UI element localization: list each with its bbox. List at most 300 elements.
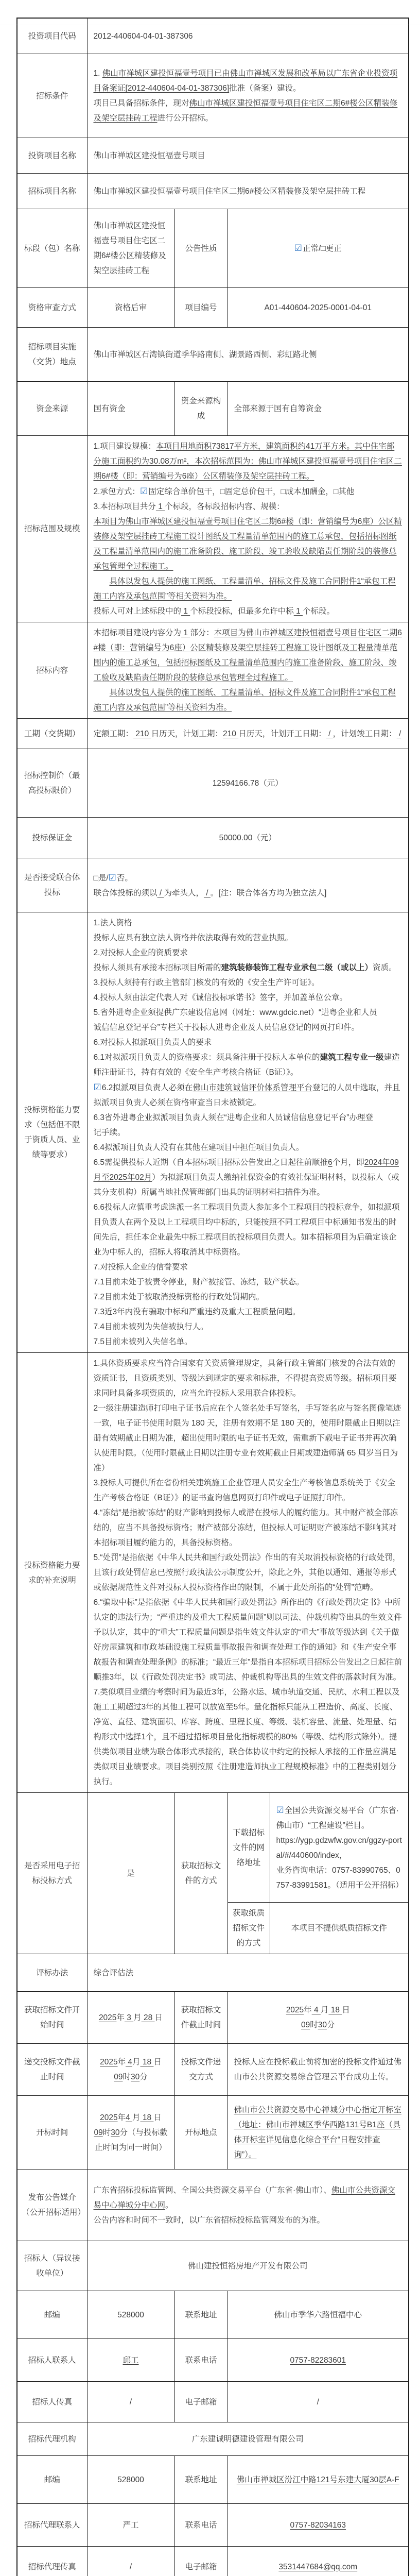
table-row [17,749,409,818]
text-segment: A01-440604-2025-0001-04-01 [264,303,372,312]
paragraph [94,2055,168,2070]
text-segment: 建造师注册证书，持有有效的《安全生产考核合格证（B证）》。 [94,1053,400,1077]
paragraph [94,2395,168,2410]
paragraph [94,1550,402,1595]
field-value-cell [227,2096,409,2170]
text-segment: 项目已具备招标条件，现对 [94,99,189,108]
text-segment: 佛山建投恒裕房地产开发有限公司 [188,2262,308,2270]
paragraph [94,2518,168,2533]
text-segment: https://ygp.gdzwfw.gov.cn/ggzy-portal/#/440600/index， [276,1836,402,1860]
paragraph [94,514,402,574]
text-segment: 诚信信息登记平台”专栏关于投标人进粤企业及人员信息登记的网页打印件。 [94,1023,360,1032]
text-segment: 年 [118,2058,126,2066]
paragraph [94,484,402,499]
field-value-cell [87,2170,409,2241]
field-label-cell: 获取招标文件开始时间 [17,1992,87,2044]
field-sublabel-cell: 公告性质 [174,209,227,288]
field-sublabel-cell: 电子邮箱 [174,2382,227,2422]
text-segment: 09 [301,2021,310,2029]
field-label-cell: 投资项目名称 [17,138,87,174]
table-row [17,818,409,858]
paragraph [94,1155,402,1200]
text-segment: 2.承包方式： [94,487,140,496]
field-sublabel-cell: 获取招标文件的方式 [174,1793,227,1954]
field-sublabel-cell: 联系地址 [174,2456,227,2504]
paragraph [94,1050,402,1080]
paragraph [94,2213,402,2228]
paragraph [94,1290,402,1304]
paragraph [94,1005,402,1020]
field-value-cell [87,328,409,382]
field-label-cell: 招标代理机构 [17,2422,87,2456]
field-label-cell: 投标资格能力要求的补充说明 [17,1353,87,1793]
field-label-cell: 发布公告媒介（公开招标适用） [17,2170,87,2241]
text-segment: 时 [310,2021,318,2029]
table-row [17,2547,409,2576]
checkbox-checked-icon: ☑ [140,486,148,496]
text-segment: 6.4拟派项目负责人没有在其他在建项目中担任项目负责人。 [94,1143,304,1152]
text-segment: 佛山市禅城区建投恒福壹号项目住宅区二期6#楼公区精装修及架空层挂砖工程 [94,222,166,275]
table-row [17,1954,409,1992]
field-label-cell: 招标内容 [17,622,87,719]
paragraph [94,930,402,945]
field-value-cell [87,2339,174,2382]
text-segment: 本项目为佛山市禅城区建投恒福壹号项目住宅区二期6#楼（即：营销编号为6座）公区精装修及架空层挂砖工程施工设计图纸及工程量清单范围内的施工总承包，包括招标图纸及工程量清单范围内的施工准备阶段、施工阶段、竣工验收及缺陷责任期阶段的装修总承包管理全过程施工。 [94,517,402,571]
text-segment: 佛山市禅城区汾江中路121号东建大厦30层A-F [237,2476,399,2484]
paragraph [94,2125,168,2155]
paragraph [94,2010,168,2025]
text-segment: / [397,730,401,738]
paragraph [94,148,402,163]
paragraph [94,685,402,715]
paragraph [94,184,402,199]
paragraph [94,2110,168,2125]
field-value-cell [87,912,409,1353]
text-segment: / [130,2563,132,2571]
field-value-cell [87,2382,174,2422]
field-value-cell [87,18,409,54]
text-segment: 本项目不提供纸质招标文件 [291,1924,387,1933]
paragraph [94,2070,168,2084]
text-segment: 4 [312,2006,321,2014]
field-label-cell: 招标人传真 [17,2382,87,2422]
field-value-cell [87,1954,409,1992]
field-sublabel-cell: 项目编号 [174,288,227,328]
table-row [17,209,409,288]
table-row [17,2382,409,2422]
text-segment: 2025 [286,2006,304,2014]
paragraph [234,2103,402,2162]
field-label-cell: 递交投标文件截止时间 [17,2044,87,2096]
field-sublabel-cell: 开标地点 [174,2096,227,2170]
text-segment: 28 [142,2013,155,2022]
paragraph [94,1140,402,1155]
paragraph [94,29,402,44]
text-segment: 日历天，计划工期： [151,730,223,738]
field-value-cell [87,2422,409,2456]
text-segment: 1 [156,502,165,511]
text-segment: 09 [94,2128,102,2137]
paragraph [94,1110,402,1125]
paragraph [94,1476,402,1505]
table-row [17,1353,409,1793]
field-sublabel-cell: 联系电话 [174,2339,227,2382]
paragraph [276,1863,402,1893]
text-segment: 严工 [122,2521,138,2530]
field-value-cell [87,1793,174,1954]
table-row [17,912,409,1353]
text-segment: 个标段，各标段招标内容、规模： [165,502,285,511]
field-value-cell [87,2096,174,2170]
text-segment: / [130,2398,132,2406]
text-segment: 210 [223,730,238,738]
field-sublabel-cell: 获取纸质招标文件的方式 [227,1903,270,1954]
text-segment: ）为拟派项目负责人缴纳社保资金的有效社保证明材料，以投标人（或其分支机构）所属当地社保管理部门出具的证明材料扫描件为准。 [94,1173,399,1197]
text-segment: 6.对投标人拟派项目负责人的要求 [94,1038,212,1047]
table-row [17,2170,409,2241]
paragraph [94,2560,168,2574]
text-segment: 为牵头人， [164,889,204,897]
text-segment: 综合评估法 [94,1969,134,1977]
text-segment: 50000.00（元） [219,834,276,842]
text-segment: 日 [153,2113,162,2122]
text-segment: 登记的人员中选取，并且拟派项目负责人必须在资格审查当日未被锁定。 [94,1083,400,1107]
paragraph [94,990,402,1005]
paragraph [94,1866,168,1881]
field-value-cell [227,2504,409,2547]
text-segment: 7.类似项目业绩的考察时间为最近3年，公路水运、城市轨道交通、民航、水利工程以及施工工期超过3年的其他工程可以放宽至5年。量化指标只能从工程造价、高度、长度、净宽、直径、建筑面积、库容、跨度、里程长度、等级、装机容量、流量、处理量、结构形式中选择1个，且不超过招标项目量化指标规模的80%（等级、结构形式除外）。提供类似项目业绩为联合体形式承接的，联合体协议中约定的投标人承接的工作量应满足类似项目业绩要求。项目类别按照《注册建造师执业工程规模标准》中的工程类别划分执行。 [94,1688,400,1786]
text-segment: 12594166.78（元） [213,779,283,788]
text-segment: □是/ [94,874,109,883]
paragraph [94,916,402,930]
field-label-cell: 招标项目名称 [17,174,87,209]
text-segment: 固定综合单价包干，□固定总价包干，□成本加酬金，□其他 [148,487,354,496]
text-segment: 4.投标人须由法定代表人对《诚信投标承诺书》签字，并加盖单位公章。 [94,993,347,1002]
text-segment: 个标段。 [303,607,335,616]
paragraph [94,66,402,96]
paragraph [94,625,402,685]
text-segment: 2025 [100,2058,117,2066]
text-segment: 正常/□更正 [303,244,342,253]
text-segment: 210 [133,730,151,738]
text-segment: 6 [328,1158,332,1167]
paragraph [276,1833,402,1863]
text-segment: 具体以发包人提供的施工图纸、工程量清单、招标文件及施工合同附件1“承包工程施工内容及承包范围”等相关资料为准。 [94,577,396,601]
text-segment: 1 [181,629,190,637]
text-segment: 。 [165,2201,173,2210]
text-segment: 年 [118,2113,126,2122]
text-segment: 分（与投标截止时间为同一时间） [95,2128,167,2152]
text-segment: 日 [153,2058,162,2066]
field-value-cell [227,2339,409,2382]
text-segment: 3531447684@qq.com [278,2563,357,2571]
text-segment: 4 [126,2113,132,2122]
checkbox-checked-icon: ☑ [276,1805,285,1815]
field-value-cell [87,54,409,138]
table-row [17,2096,409,2170]
text-segment: 18 [141,2113,154,2122]
field-label-cell: 工期（交货期） [17,719,87,749]
text-segment: 佛山市公共资源交易中心禅城分中心指定开标室（地址：佛山市禅城区季华西路131号B1座（具体开标室详见信息化综合平台“日程安排查询”）。 [234,2106,402,2159]
text-segment: 7.1目前未处于被责令停业，财产被接管、冻结，破产状态。 [94,1278,304,1286]
field-value-cell [270,1903,409,1954]
text-segment: 4.“冻结”是指被“冻结”的财产影响到投标人或潜在投标人的履约能力。其中财产被全部冻结的，应当不具备投标资格；财产被部分冻结，但投标人可证明财产被冻结不影响其对本招标项目履约能力的，具备投标资格。 [94,1509,398,1547]
field-sublabel-cell: 联系地址 [174,2291,227,2339]
paragraph [234,2018,402,2032]
text-segment: 528000 [117,2476,144,2484]
paragraph [94,1125,402,1140]
text-segment: / [204,889,211,897]
text-segment: 7.4目前未被列为失信被执行人。 [94,1323,208,1331]
field-value-cell [227,1992,409,2044]
text-segment: 5.省外进粤企业须提供广东建设信息网（网址：www.gdcic.net）“进粤企业和人员 [94,1008,377,1017]
table-row [17,18,409,54]
field-label-cell: 招标代理联系人 [17,2504,87,2547]
field-label-cell: 招标项目实施（交货）地点 [17,328,87,382]
text-segment: 业务咨询电话：0757-83990765、0757-83991581。（适用于公开招标） [276,1866,404,1890]
field-value-cell [87,2044,174,2096]
text-segment: 全部来源于国有自筹资金 [234,404,322,413]
text-segment: 时 [122,2073,131,2081]
text-segment: ，计划竣工日期： [333,730,397,738]
text-segment: 30 [131,2073,139,2081]
text-segment: 月 [321,2006,329,2014]
table-row [17,138,409,174]
table-row [17,2241,409,2291]
paragraph [94,2259,402,2274]
text-segment: 佛山市季华六路恒福中心 [274,2311,362,2319]
field-value-cell [227,2291,409,2339]
text-segment: 佛山市禅城区建投恒福壹号项目 [94,151,205,160]
paragraph [94,886,402,901]
text-segment: 记手续。 [94,1128,126,1137]
table-row [17,2504,409,2547]
paragraph [234,2055,402,2084]
text-segment: 分 [327,2021,335,2029]
field-label-cell: 邮编 [17,2291,87,2339]
table-row [17,2422,409,2456]
field-sublabel-cell: 下载招标文件的网络地址 [227,1793,270,1903]
text-segment: 批准（备案）建设。 [229,84,301,93]
table-row [17,328,409,382]
field-value-cell [227,2547,409,2576]
field-value-cell [87,436,409,622]
text-segment: 30 [111,2128,119,2137]
text-segment: 佛山市建筑诚信评价体系管理平台 [192,1083,312,1092]
table-row [17,719,409,749]
text-segment: 定额工期： [94,730,134,738]
field-label-cell: 开标时间 [17,2096,87,2170]
text-segment: 分 [139,2073,148,2081]
tender-notice-table [16,18,409,2576]
field-value-cell [227,288,409,328]
field-value-cell [227,209,409,288]
field-value-cell [87,382,174,436]
text-segment: 30 [318,2021,327,2029]
text-segment: 进行公开招标。 [157,114,214,123]
text-segment: 7.3近3年内没有骗取中标和严重违约及重大工程质量问题。 [94,1308,301,1316]
field-value-cell [87,1353,409,1793]
field-value-cell [87,719,409,749]
paragraph [94,870,402,886]
text-segment: 6.3省外进粤企业拟派项目负责人须在“进粤企业和人员诚信信息登记平台”办理登 [94,1113,373,1122]
table-row [17,622,409,719]
paragraph [94,1275,402,1290]
text-segment: 3.本招标项目共分 [94,502,156,511]
text-segment: 3.投标人可提供所在省份相关建筑施工企业管理人员安全生产考核信息系统关于《安全生产考核合格证（B证）》的证书查询信息网页打印件或电子证照打印件。 [94,1479,395,1502]
paragraph [94,1200,402,1260]
text-segment: 广东省招标投标监管网、全国公共资源交易平台（广东省·佛山市）、 [94,2186,331,2195]
text-segment: 年 [304,2006,312,2014]
paragraph [234,2308,402,2323]
field-value-cell [227,2456,409,2504]
paragraph [94,300,168,315]
field-label-cell: 投资项目代码 [17,18,87,54]
text-segment: 日 [155,2013,163,2022]
paragraph [94,1304,402,1319]
field-label-cell: 是否接受联合体投标 [17,858,87,912]
checkbox-checked-icon: ☑ [109,873,117,883]
text-segment: / [326,730,333,738]
field-value-cell [87,818,409,858]
text-segment: 7.2目前未处于被取消投标资格的行政处罚期内。 [94,1293,265,1301]
paragraph [276,1803,402,1833]
text-segment: 建筑工程专业一级 [320,1053,384,1062]
text-segment: 投标人应在投标截止前将加密的投标文件通过佛山市公共资源交易综合管理云平台成功上传。 [234,2058,402,2081]
text-segment: 528000 [117,2311,144,2319]
paragraph [94,1965,402,1980]
paragraph [94,2308,168,2323]
field-value-cell [87,1992,174,2044]
text-segment: 佛山市禅城区建投恒福壹号项目住宅区二期6#楼公区精装修及架空层挂砖工程 [94,187,366,196]
paragraph [94,401,168,416]
text-segment: / [317,2398,319,2406]
text-segment: 佛山市禅城区石湾镇街道季华路南侧、湖景路西侧、彩虹路北侧 [94,350,317,359]
table-row [17,436,409,622]
text-segment: 国有资金 [94,404,126,413]
table-row [17,2456,409,2504]
paragraph [234,241,402,256]
table-row [17,858,409,912]
text-segment: 邱工 [122,2356,138,2365]
text-segment: 个标段投标，但最多允许中标 [190,607,294,616]
text-segment: 佛山市禅城区建投恒福壹号项目住宅区二期6#楼公区精装修及架空层挂砖工程 [94,99,398,123]
text-segment: 2025 [99,2013,116,2022]
paragraph [94,2472,168,2487]
field-label-cell: 投标保证金 [17,818,87,858]
text-segment: 。[注：联合体各方均为独立法人] [211,889,327,897]
text-segment: 2012-440604-04-01-387306 [94,32,193,41]
text-segment: 09 [114,2073,122,2081]
field-value-cell [87,138,409,174]
paragraph [94,1080,402,1110]
text-segment: 3.投标人须持有行政主管部门核发的有效的《安全生产许可证》。 [94,978,320,987]
field-value-cell [87,2456,174,2504]
field-label-cell: 招标代理传真 [17,2547,87,2576]
text-segment: 6.“骗取中标”是指依据《中华人民共和国行政处罚法》所作出的《行政处罚决定书》中所认定的违法行为；“严重违约及重大工程质量问题”则以司法、仲裁机构等出具的生效文件予以认定，其中的“重大”工程质量问题是指生效文件认定的“重大”事故等级达到《关于做好房屋建筑和市政基础设施工程质量事故报告和调查处理工作的通知》和《生产安全事故报告和调查处理条例》的标准；“最近三年”是指自本招标项目招标公告发出之日起往前顺推3年，以《行政处罚决定书》或司法、仲裁机构等出具的生效文件的落款时间为准。 [94,1598,402,1682]
text-segment: 否。 [117,874,133,883]
paragraph [234,300,402,315]
field-label-cell: 资格审查方式 [17,288,87,328]
field-label-cell: 招标人联系人 [17,2339,87,2382]
field-label-cell: 是否采用电子招标投标方式 [17,1793,87,1954]
table-row [17,2291,409,2339]
table-row [17,1793,409,1903]
field-label-cell: 评标办法 [17,1954,87,1992]
checkbox-checked-icon: ☑ [294,243,303,253]
text-segment: 2025 [100,2113,117,2122]
text-segment: 1 [181,607,190,616]
text-segment: 个月，即 [332,1158,364,1167]
field-sublabel-cell: 资金来源构成 [174,382,227,436]
text-segment: 月 [132,2058,141,2066]
text-segment: 2024年09月至2025年02月 [94,1158,399,1182]
text-segment: 3 [125,2013,133,2022]
field-label-cell: 邮编 [17,2456,87,2504]
paragraph [94,1035,402,1050]
text-segment: 本项目用地面积73817平方米，建筑面积约41万平方米。其中住宅部分施工面积约为30.08万m²，本次招标范围为：佛山市禅城区建投恒福壹号项目住宅区二期6#楼（即：营销编号为6座）公区精装修及架空层挂砖工程。 [94,442,402,481]
field-value-cell [227,382,409,436]
paragraph [234,401,402,416]
text-segment: 时 [103,2128,111,2137]
field-value-cell [227,2382,409,2422]
paragraph [94,499,402,514]
text-segment: 18 [141,2058,154,2066]
text-segment: 日历天，计划开工日期： [238,730,326,738]
checkbox-checked-icon: ☑ [94,1082,102,1092]
text-segment: 1.法人资格 [94,919,132,927]
text-segment: 投标人可对上述标段中的 [94,607,182,616]
text-segment: 资格后审 [115,303,147,312]
text-segment: 月 [132,2113,141,2122]
paragraph [94,1595,402,1685]
field-label-cell: 投标资格能力要求（包括但不限于资质人员、业绩等要求） [17,912,87,1353]
table-row [17,288,409,328]
paragraph [94,1020,402,1035]
paragraph [94,2183,402,2213]
text-segment: 7.对投标人企业的信誉要求 [94,1263,188,1272]
text-segment: 投标人须具有承接本招标项目所需的 [94,963,221,972]
field-value-cell [87,749,409,818]
field-label-cell: 招标范围及规模 [17,436,87,622]
tender-notice-page [0,18,420,2576]
paragraph [94,2353,168,2368]
text-segment: 本项目为佛山市禅城区建投恒福壹号项目住宅区二期6#楼（即：营销编号为6座）公区精装修及架空层挂砖工程施工设计图纸及工程量清单范围内的施工总承包，包括招标图纸及工程量清单范围内的施工准备阶段、施工阶段、竣工验收及缺陷责任期阶段的装修总承包管理全过程施工。 [94,629,402,682]
text-segment: 1. [94,69,102,78]
text-segment: 公告内容和时间不一致时，以广东省招标投标监管网发布的为准。 [94,2216,325,2225]
text-segment: 2.对投标人企业的资质要求 [94,948,188,957]
paragraph [94,1319,402,1334]
field-value-cell [87,2504,174,2547]
field-label-cell: 资金来源 [17,382,87,436]
paragraph [94,1334,402,1349]
text-segment: 佛山市禅城区建投恒福壹号项目已由佛山市禅城区发展和改革局以广东省企业投资项目备案证[2012-440604-04-01-387306] [94,69,398,93]
paragraph [94,776,402,791]
text-segment: 资质。 [373,963,397,972]
text-segment: 是 [127,1869,135,1878]
field-value-cell [87,858,409,912]
paragraph [94,1685,402,1789]
text-segment: 建筑装修装饰工程专业承包二级（或以上） [221,963,373,972]
paragraph [94,1356,402,1401]
table-row [17,1992,409,2044]
paragraph [234,2560,402,2574]
text-segment: 2一级注册建造师打印电子证书后应在个人签名处手写签名，手写签名应与签名图像笔迹一致，电子证书使用时限为 180 天，注册有效期不足 180 天的，使用时限截止日期以注册有效期截止日期为准，超出使用时限的电子证书无效，需重新下载电子证书并再次确认使用时限。（使用时限截止日期以注册专业有效期截止日期或建造师满 65 周岁当日为准） [94,1404,401,1472]
field-sublabel-cell: 获取招标文件截止时间 [174,1992,227,2044]
table-row [17,382,409,436]
field-label-cell: 招标条件 [17,54,87,138]
paragraph [234,2395,402,2410]
